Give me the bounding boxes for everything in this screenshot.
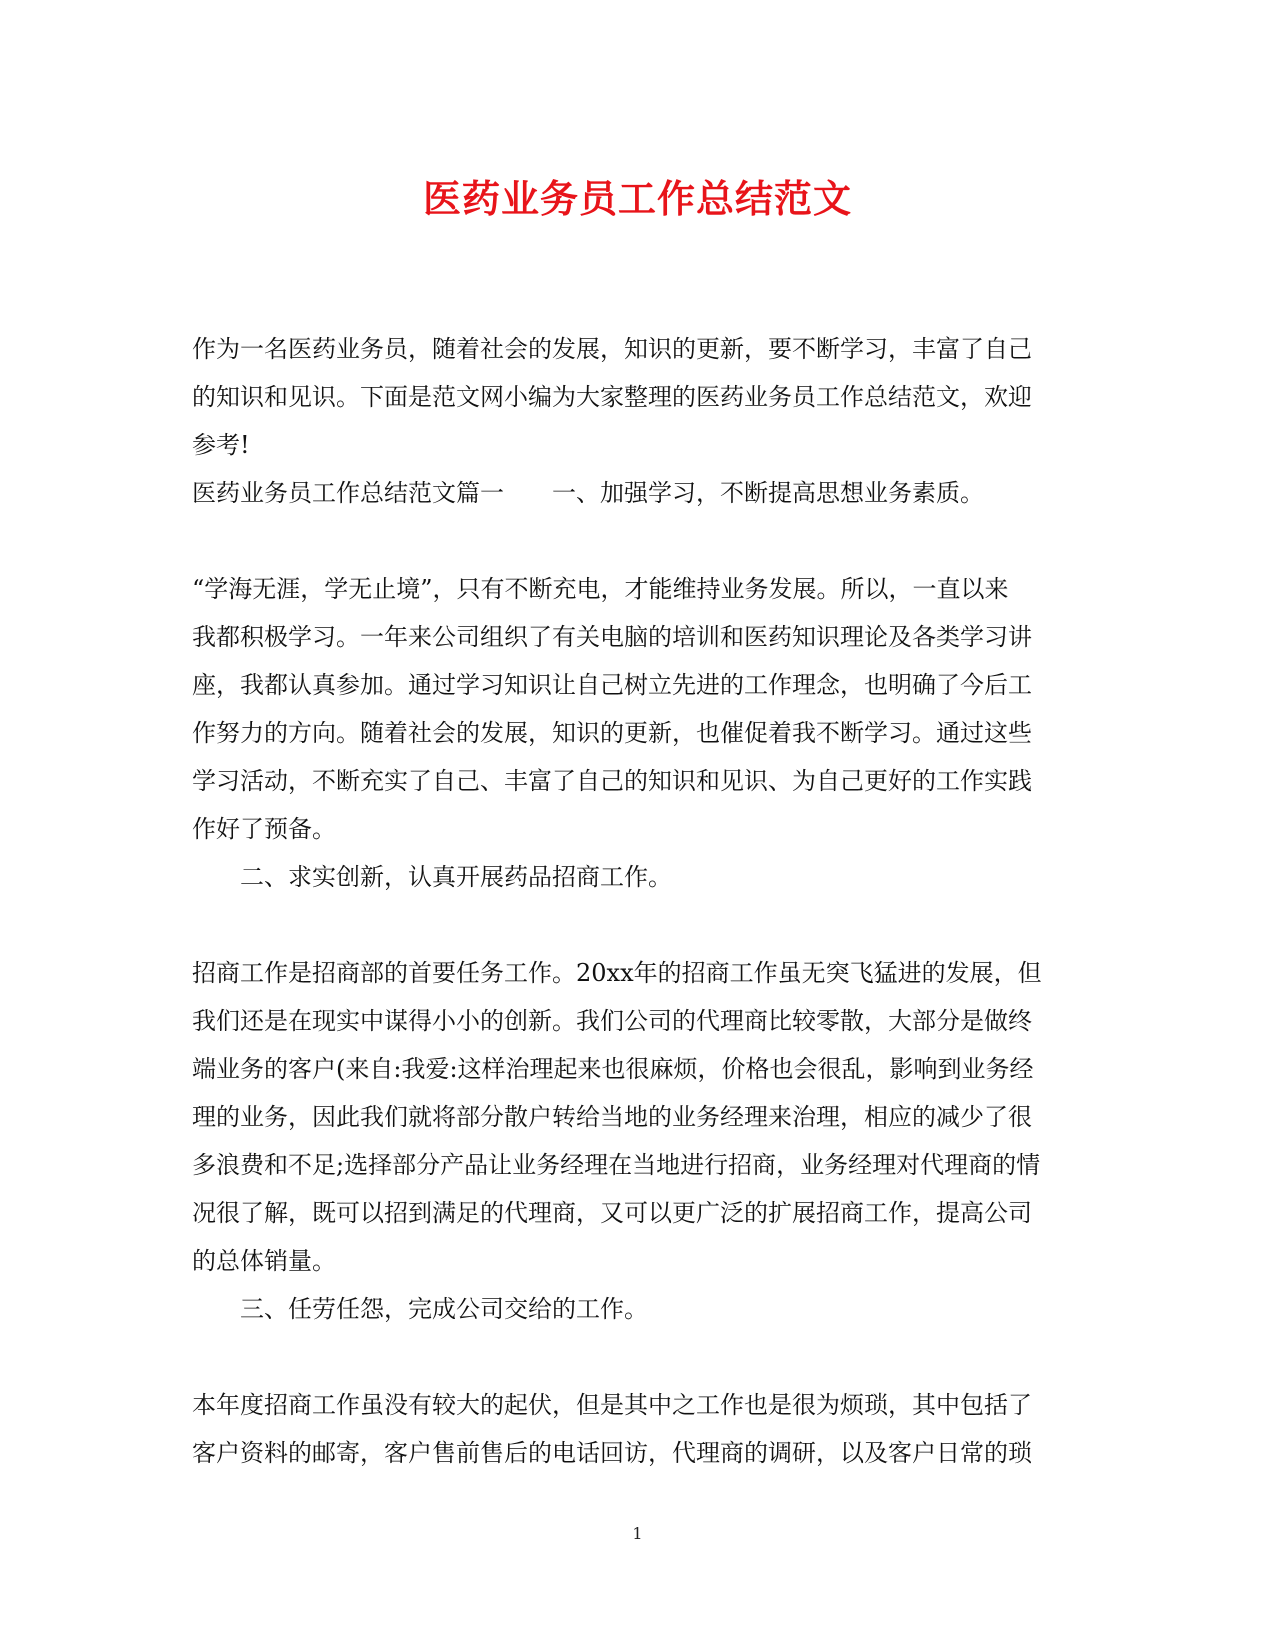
intro-line: 作为一名医药业务员，随着社会的发展，知识的更新，要不断学习，丰富了自己 (192, 335, 1032, 363)
section2-line: 况很了解，既可以招到满足的代理商，又可以更广泛的扩展招商工作，提高公司 (192, 1199, 1032, 1227)
heading-1: 一、加强学习，不断提高思想业务素质。 (552, 479, 984, 507)
paragraph-gap (192, 517, 1092, 565)
document-body (192, 325, 1092, 1477)
page-number: 1 (632, 1524, 643, 1543)
section-label: 医药业务员工作总结范文篇一 (192, 479, 504, 507)
heading-3: 三、任劳任怨，完成公司交给的工作。 (240, 1295, 648, 1323)
section2-line: 的总体销量。 (192, 1247, 336, 1275)
intro-line: 的知识和见识。下面是范文网小编为大家整理的医药业务员工作总结范文，欢迎 (192, 383, 1032, 411)
section2-line: 多浪费和不足;选择部分产品让业务经理在当地进行招商，业务经理对代理商的情 (192, 1151, 1041, 1179)
section1-line: 座，我都认真参加。通过学习知识让自己树立先进的工作理念，也明确了今后工 (192, 671, 1032, 699)
section1-line: 学习活动，不断充实了自己、丰富了自己的知识和见识、为自己更好的工作实践 (192, 767, 1032, 795)
section1-line: “学海无涯，学无止境”，只有不断充电，才能维持业务发展。所以，一直以来 (192, 575, 1009, 603)
document-title: 医药业务员工作总结范文 (422, 176, 852, 221)
section2-line: 我们还是在现实中谋得小小的创新。我们公司的代理商比较零散，大部分是做终 (192, 1007, 1032, 1035)
section1-line: 作好了预备。 (192, 815, 336, 843)
section1-line: 我都积极学习。一年来公司组织了有关电脑的培训和医药知识理论及各类学习讲 (192, 623, 1032, 651)
section-heading-line (192, 469, 1092, 517)
section2-line: 端业务的客户(来自:我爱:这样治理起来也很麻烦，价格也会很乱，影响到业务经 (192, 1055, 1034, 1083)
section1-line: 作努力的方向。随着社会的发展，知识的更新，也催促着我不断学习。通过这些 (192, 719, 1032, 747)
section3-line: 本年度招商工作虽没有较大的起伏，但是其中之工作也是很为烦琐，其中包括了 (192, 1391, 1032, 1419)
intro-line: 参考! (192, 431, 250, 459)
paragraph-gap (192, 1333, 1092, 1381)
section2-line: 招商工作是招商部的首要任务工作。20xx年的招商工作虽无突飞猛进的发展，但 (192, 959, 1042, 987)
section3-line: 客户资料的邮寄，客户售前售后的电话回访，代理商的调研，以及客户日常的琐 (192, 1439, 1032, 1467)
paragraph-gap (192, 901, 1092, 949)
heading-2: 二、求实创新，认真开展药品招商工作。 (240, 863, 672, 891)
section2-line: 理的业务，因此我们就将部分散户转给当地的业务经理来治理，相应的减少了很 (192, 1103, 1032, 1131)
